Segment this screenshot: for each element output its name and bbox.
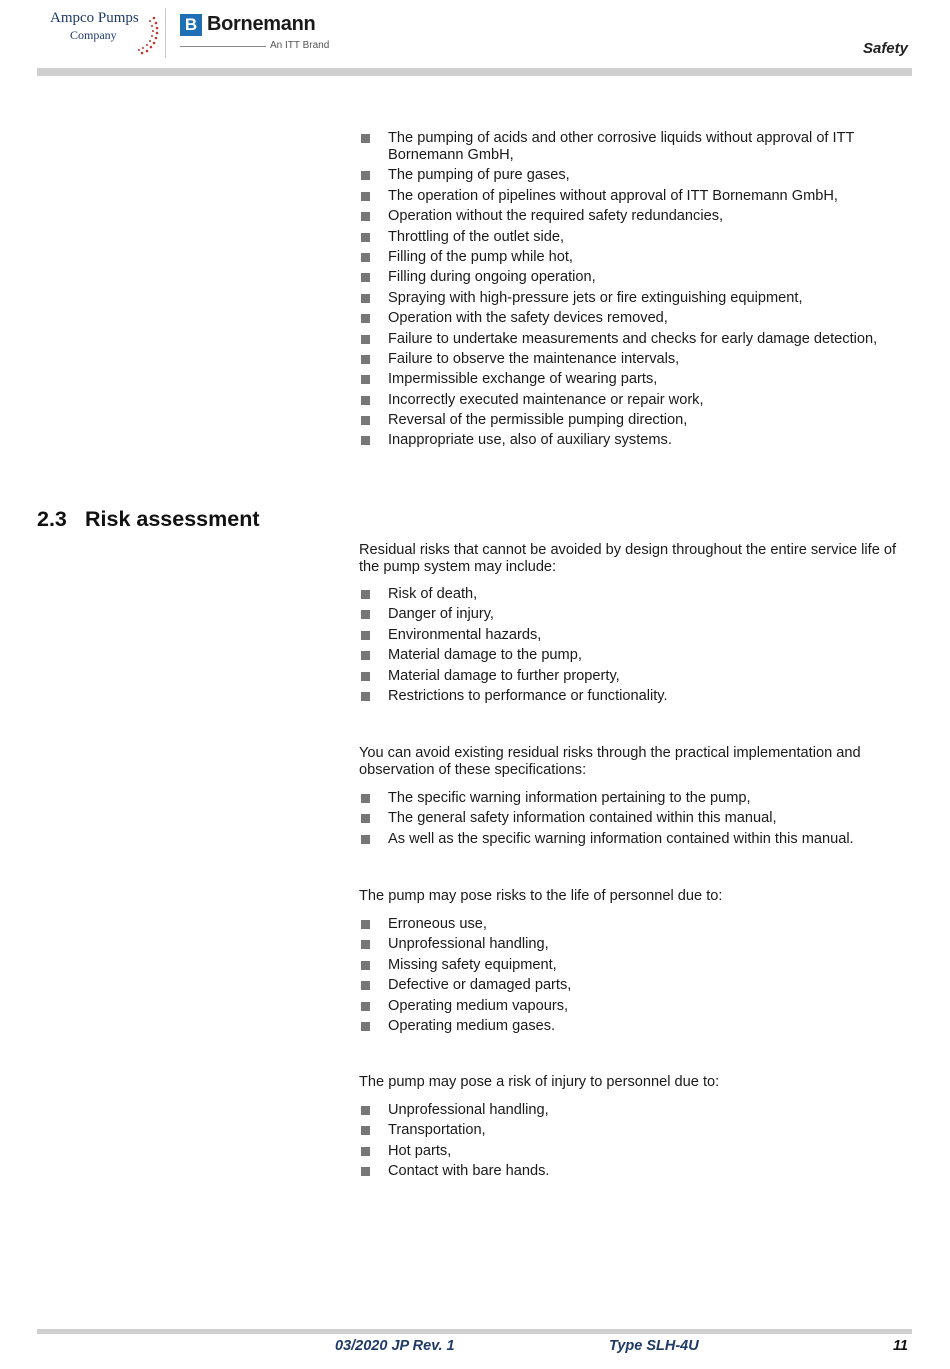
list-item: As well as the specific warning information contained within this manual. [359,831,909,848]
header-logos [40,6,340,60]
life-risks-intro: The pump may pose risks to the life of personnel due to: [359,888,723,904]
ampco-logo-name: Ampco Pumps [50,10,139,26]
list-item: The general safety information contained within this manual, [359,810,909,827]
list-item: Failure to undertake measurements and checks for early damage detection, [359,331,909,348]
injury-risks-list [359,1102,909,1184]
header-rule [37,68,912,76]
ampco-swirl-icon [130,12,160,58]
list-item: Hot parts, [359,1143,909,1160]
list-item: Failure to observe the maintenance intervals, [359,351,909,368]
ampco-logo [50,10,160,56]
list-item: Restrictions to performance or functionality. [359,688,909,705]
list-item: Operation without the required safety redundancies, [359,208,909,225]
bornemann-logo [180,14,330,54]
list-item: Material damage to the pump, [359,647,909,664]
list-item: Unprofessional handling, [359,936,909,953]
ampco-logo-company: Company [70,28,117,42]
bornemann-logo-tagline: An ITT Brand [270,40,330,51]
list-item: Risk of death, [359,586,909,603]
list-item: Transportation, [359,1122,909,1139]
list-item: Incorrectly executed maintenance or repair work, [359,392,909,409]
list-item: Operating medium gases. [359,1018,909,1035]
list-item: Throttling of the outlet side, [359,229,909,246]
bornemann-logo-line [180,46,266,47]
logo-divider [165,8,166,58]
life-risks-list [359,916,909,1038]
list-item: Reversal of the permissible pumping direction, [359,412,909,429]
footer-type: Type SLH-4U [609,1338,699,1354]
header-section-title: Safety [862,40,908,57]
list-item: Material damage to further property, [359,668,909,685]
injury-risks-intro: The pump may pose a risk of injury to personnel due to: [359,1074,720,1090]
footer-revision: 03/2020 JP Rev. 1 [335,1338,455,1354]
avoid-risks-list [359,790,909,851]
residual-risks-intro: Residual risks that cannot be avoided by design throughout the entire service life of the pump system may include: [359,542,897,575]
list-item: Filling during ongoing operation, [359,269,909,286]
list-item: Impermissible exchange of wearing parts, [359,371,909,388]
list-item: Operating medium vapours, [359,998,909,1015]
misuse-list [359,130,909,453]
list-item: The operation of pipelines without approval of ITT Bornemann GmbH, [359,188,909,205]
list-item: Danger of injury, [359,606,909,623]
list-item: Erroneous use, [359,916,909,933]
footer-rule [37,1329,912,1334]
list-item: Missing safety equipment, [359,957,909,974]
list-item: Spraying with high-pressure jets or fire extinguishing equipment, [359,290,909,307]
section-title: Risk assessment [85,507,260,531]
bornemann-logo-name: Bornemann [207,13,316,35]
list-item: Operation with the safety devices removed, [359,310,909,327]
list-item: The pumping of pure gases, [359,167,909,184]
page-number: 11 [892,1338,908,1354]
list-item: Inappropriate use, also of auxiliary systems. [359,432,909,449]
bornemann-mark-icon: B [180,14,202,36]
list-item: The pumping of acids and other corrosive liquids without approval of ITT Bornemann GmbH, [359,130,909,164]
residual-risks-list [359,586,909,708]
list-item: Contact with bare hands. [359,1163,909,1180]
list-item: Unprofessional handling, [359,1102,909,1119]
list-item: Filling of the pump while hot, [359,249,909,266]
list-item: Defective or damaged parts, [359,977,909,994]
section-heading [37,507,260,532]
list-item: The specific warning information pertaining to the pump, [359,790,909,807]
section-number: 2.3 [37,507,67,531]
avoid-risks-intro: You can avoid existing residual risks through the practical implementation and observation of these specifications: [359,745,861,778]
list-item: Environmental hazards, [359,627,909,644]
